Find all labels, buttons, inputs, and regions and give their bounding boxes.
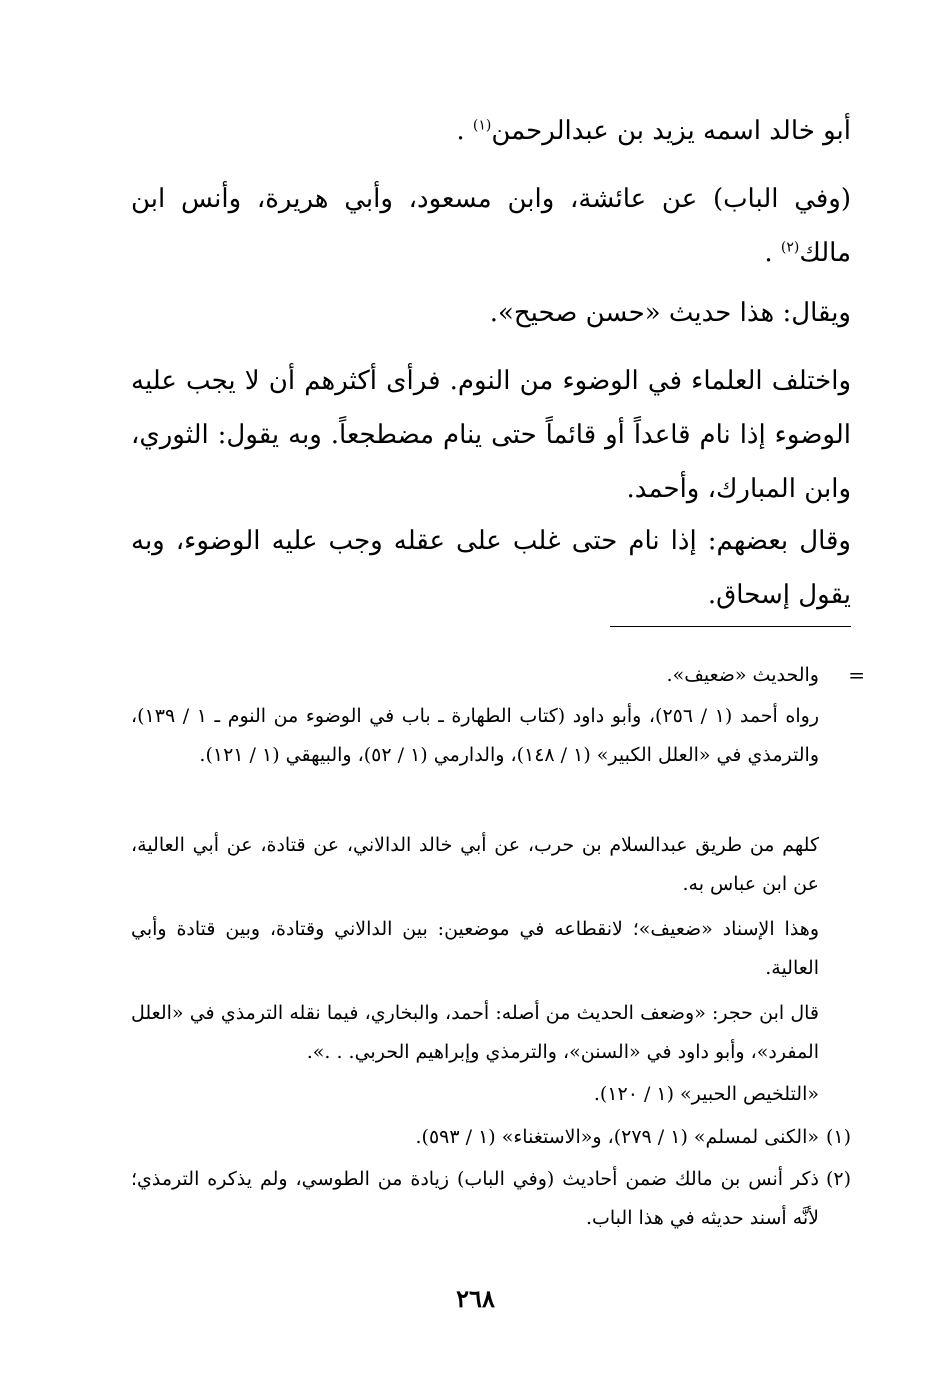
paragraph-fi-al-bab: [131, 172, 851, 280]
paragraph-end: .: [764, 238, 781, 268]
paragraph-text: أبو خالد اسمه يزيد بن عبدالرحمن: [491, 116, 851, 146]
paragraph-some-said: وقال بعضهم: إذا نام حتى غلب على عقله وجب عليه الوضوء، وبه يقول إسحاق.: [131, 526, 851, 610]
footnote-number-2: (٢): [825, 1168, 851, 1190]
footnote-ibn-hajar: قال ابن حجر: «وضعف الحديث من أصله: أحمد، والبخاري، فيما نقله الترمذي في «العلل المفرد»، وأبو داود في «السنن»، والترمذي وإبراهيم الحربي. . .».: [131, 1002, 819, 1063]
paragraph-text: (وفي الباب) عن عائشة، وابن مسعود، وأبي هريرة، وأنس ابن مالك: [131, 184, 851, 268]
footnote-talkhis: «التلخيص الحبير» (١ / ١٢٠).: [593, 1083, 819, 1105]
paragraph-scholars-differ: واختلف العلماء في الوضوء من النوم. فرأى أكثرهم أن لا يجب عليه الوضوء إذا نام قاعداً أو قائماً حتى ينام مضطجعاً. وبه يقول: الثوري، وابن المبارك، وأحمد.: [131, 366, 851, 504]
footnote-narrated-by: رواه أحمد (١ / ٢٥٦)، وأبو داود (كتاب الطهارة ـ باب في الوضوء من النوم ـ ١ / ١٣٩)، والترمذي في «العلل الكبير» (١ / ١٤٨)، والدارمي (١ / ٥٢)، والبيهقي (١ / ١٢١).: [131, 705, 820, 766]
paragraph-grading: ويقال: هذا حديث «حسن صحيح».: [489, 298, 851, 328]
footnote-ref-2: (٢): [780, 239, 800, 256]
paragraph-abu-khalid: [131, 104, 851, 158]
page-number: ٢٦٨: [456, 1284, 495, 1313]
continuation-mark: =: [848, 663, 865, 687]
footnote-2-text: ذكر أنس بن مالك ضمن أحاديث (وفي الباب) زيادة من الطوسي، ولم يذكره الترمذي؛ لأنَّه أسند حديثه في هذا الباب.: [131, 1168, 819, 1229]
footnote-separator: [610, 626, 851, 627]
footnote-isnad-weak: وهذا الإسناد «ضعيف»؛ لانقطاعه في موضعين: بين الدالاني وقتادة، وبين قتادة وأبي العالية.: [131, 918, 819, 979]
footnote-hadith-weak: والحديث «ضعيف».: [666, 664, 819, 686]
paragraph-end: .: [456, 116, 473, 146]
footnote-chain: كلهم من طريق عبدالسلام بن حرب، عن أبي خالد الدالاني، عن قتادة، عن أبي العالية، عن ابن عباس به.: [131, 834, 819, 895]
footnote-1-text: «الكنى لمسلم» (١ / ٢٧٩)، و«الاستغناء» (١ / ٥٩٣).: [415, 1126, 819, 1148]
footnote-ref-1: (١): [472, 117, 492, 134]
footnote-number-1: (١): [825, 1126, 851, 1148]
